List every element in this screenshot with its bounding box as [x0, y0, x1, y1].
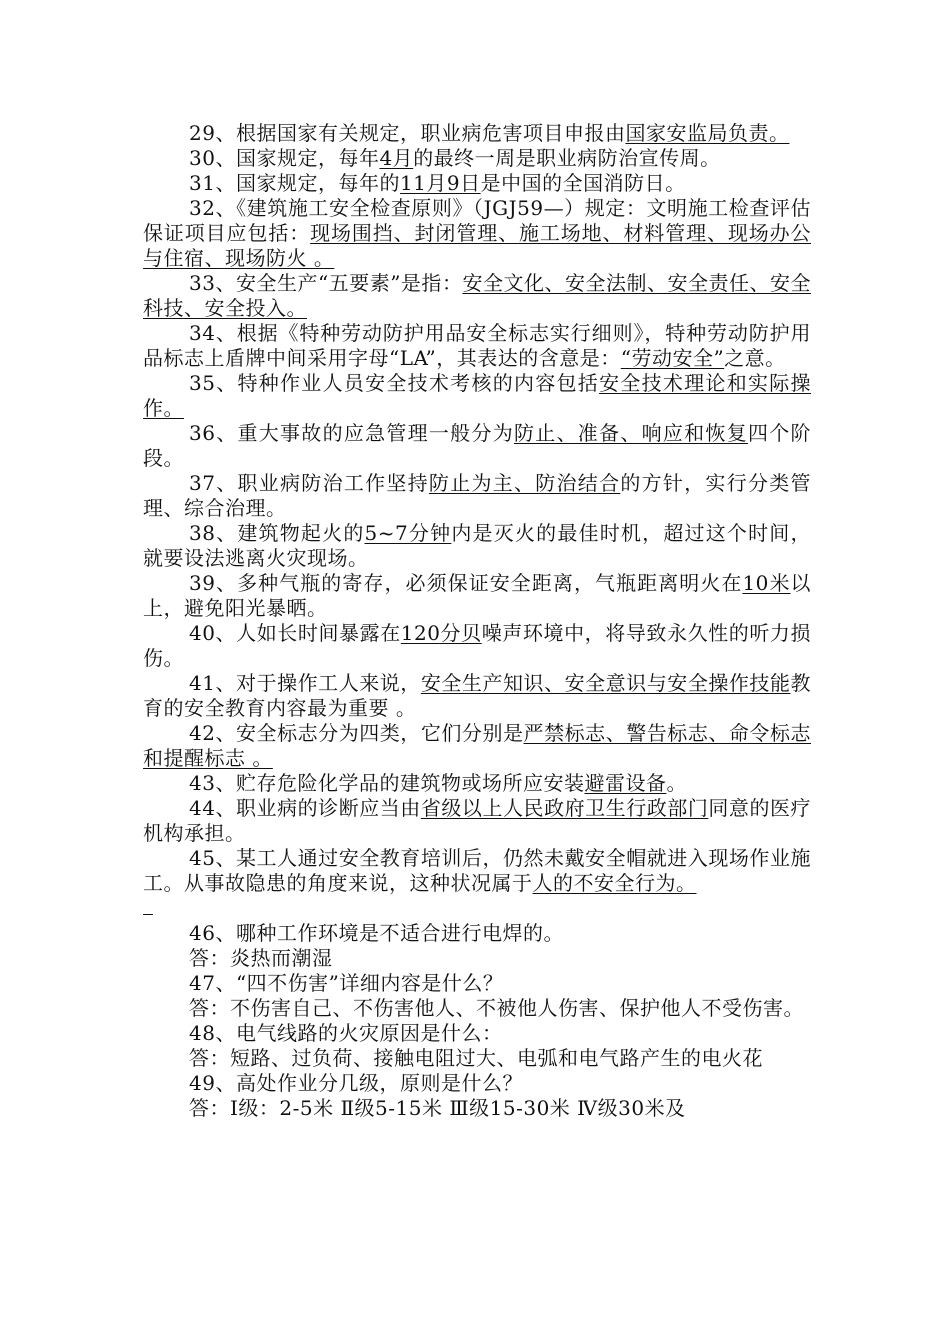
paragraph	[143, 271, 811, 321]
question-text: 。	[666, 771, 687, 795]
paragraph	[143, 1096, 811, 1121]
underline-mark	[143, 914, 153, 915]
paragraph	[143, 1021, 811, 1046]
paragraph	[143, 146, 811, 171]
paragraph	[143, 521, 811, 571]
question-text: 32、《建筑施工安全检查原则》（JGJ59—）规定：文明施工检查评估保证项目应包括：	[143, 196, 811, 245]
paragraph	[143, 921, 811, 946]
answer-underlined: 现场围挡、封闭管理、施工场地、材料管理、现场办公与住宿、现场防火 。	[143, 221, 812, 270]
document-body	[143, 121, 811, 1121]
question-text: 41、对于操作工人来说，	[189, 671, 421, 695]
answer-underlined: 国家安监局负责。	[625, 121, 790, 145]
paragraph	[143, 621, 811, 671]
answer-underlined: 严禁标志、警告标志、命令标志和提醒标志 。	[143, 721, 812, 770]
question-text: 35、特种作业人员安全技术考核的内容包括	[189, 371, 600, 395]
question-text: 49、高处作业分几级，原则是什么？	[189, 1071, 523, 1095]
question-text: 42、安全标志分为四类，它们分别是	[189, 721, 524, 745]
question-text: 四个阶段。	[143, 421, 812, 470]
stray-underline	[143, 896, 811, 921]
answer-underlined: 省级以上人民政府卫生行政部门	[420, 796, 709, 820]
question-text: 40、人如长时间暴露在	[189, 621, 401, 645]
question-text: 噪声环境中，将导致永久性的听力损伤。	[143, 621, 811, 670]
paragraph	[143, 1046, 811, 1071]
answer-underlined: 120分贝	[400, 621, 482, 645]
paragraph	[143, 721, 811, 771]
paragraph	[143, 171, 811, 196]
question-text: 36、重大事故的应急管理一般分为	[189, 421, 514, 445]
question-text: 是中国的全国消防日。	[480, 171, 686, 195]
question-text: 37、职业病防治工作坚持	[189, 471, 429, 495]
paragraph	[143, 571, 811, 621]
question-text: 教育的安全教育内容最为重要 。	[143, 671, 812, 720]
paragraph	[143, 121, 811, 146]
answer-underlined: 安全文化、安全法制、安全责任、安全科技、安全投入。	[143, 271, 812, 320]
paragraph	[143, 946, 811, 971]
answer-underlined: 避雷设备	[584, 771, 667, 795]
question-text: 45、某工人通过安全教育培训后，仍然未戴安全帽就进入现场作业施工。从事故隐患的角度来说，这种状况属于	[143, 846, 811, 895]
answer-underlined: 4月	[379, 146, 414, 170]
question-text: 31、国家规定，每年的	[189, 171, 400, 195]
paragraph	[143, 196, 811, 271]
question-text: 33、安全生产“五要素”是指：	[189, 271, 463, 295]
answer-underlined: 防止为主、防治结合	[428, 471, 621, 495]
paragraph	[143, 421, 811, 471]
question-text: 44、职业病的诊断应当由	[189, 796, 421, 820]
paragraph	[143, 971, 811, 996]
paragraph	[143, 796, 811, 846]
paragraph	[143, 996, 811, 1021]
paragraph	[143, 1071, 811, 1096]
answer-underlined: 5~7分钟	[364, 521, 452, 545]
question-text: 47、“四不伤害”详细内容是什么？	[189, 971, 504, 995]
answer-underlined: 人的不安全行为。	[532, 871, 697, 895]
question-text: 的方针，实行分类管理、综合治理。	[143, 471, 812, 520]
question-text: 48、电气线路的火灾原因是什么：	[189, 1021, 503, 1045]
paragraph	[143, 771, 811, 796]
answer-underlined: 10米	[742, 571, 791, 595]
question-text: 之意。	[724, 346, 786, 370]
paragraph	[143, 371, 811, 421]
question-text: 43、贮存危险化学品的建筑物或场所应安装	[189, 771, 585, 795]
paragraph	[143, 321, 811, 371]
question-text: 34、根据《特种劳动防护用品安全标志实行细则》，特种劳动防护用品标志上盾牌中间采用字母“LA”，其表达的含意是：	[143, 321, 811, 370]
question-text: 同意的医疗机构承担。	[143, 796, 812, 845]
question-text: 答：Ⅰ级：2-5米 Ⅱ级5-15米 Ⅲ级15-30米 Ⅳ级30米及	[189, 1096, 686, 1120]
question-text: 答：炎热而潮湿	[189, 946, 333, 970]
answer-underlined: 防止、准备、响应和恢复	[514, 421, 748, 445]
paragraph	[143, 671, 811, 721]
answer-underlined: 11月9日	[399, 171, 481, 195]
question-text: 内是灭火的最佳时机，超过这个时间，就要设法逃离火灾现场。	[143, 521, 812, 570]
answer-underlined: 安全技术理论和实际操作。	[143, 371, 812, 420]
paragraph	[143, 846, 811, 896]
question-text: 答：不伤害自己、不伤害他人、不被他人伤害、保护他人不受伤害。	[189, 996, 804, 1020]
question-text: 46、哪种工作环境是不适合进行电焊的。	[189, 921, 564, 945]
answer-underlined: “劳动安全”	[620, 346, 725, 370]
question-text: 以上，避免阳光暴晒。	[143, 571, 812, 620]
question-text: 38、建筑物起火的	[189, 521, 365, 545]
question-text: 29、根据国家有关规定，职业病危害项目申报由	[189, 121, 626, 145]
question-text: 答：短路、过负荷、接触电阻过大、电弧和电气路产生的电火花	[189, 1046, 763, 1070]
question-text: 39、多种气瓶的寄存，必须保证安全距离，气瓶距离明火在	[189, 571, 743, 595]
question-text: 的最终一周是职业病防治宣传周。	[413, 146, 721, 170]
question-text: 30、国家规定，每年	[189, 146, 380, 170]
paragraph	[143, 471, 811, 521]
answer-underlined: 安全生产知识、安全意识与安全操作技能	[420, 671, 791, 695]
